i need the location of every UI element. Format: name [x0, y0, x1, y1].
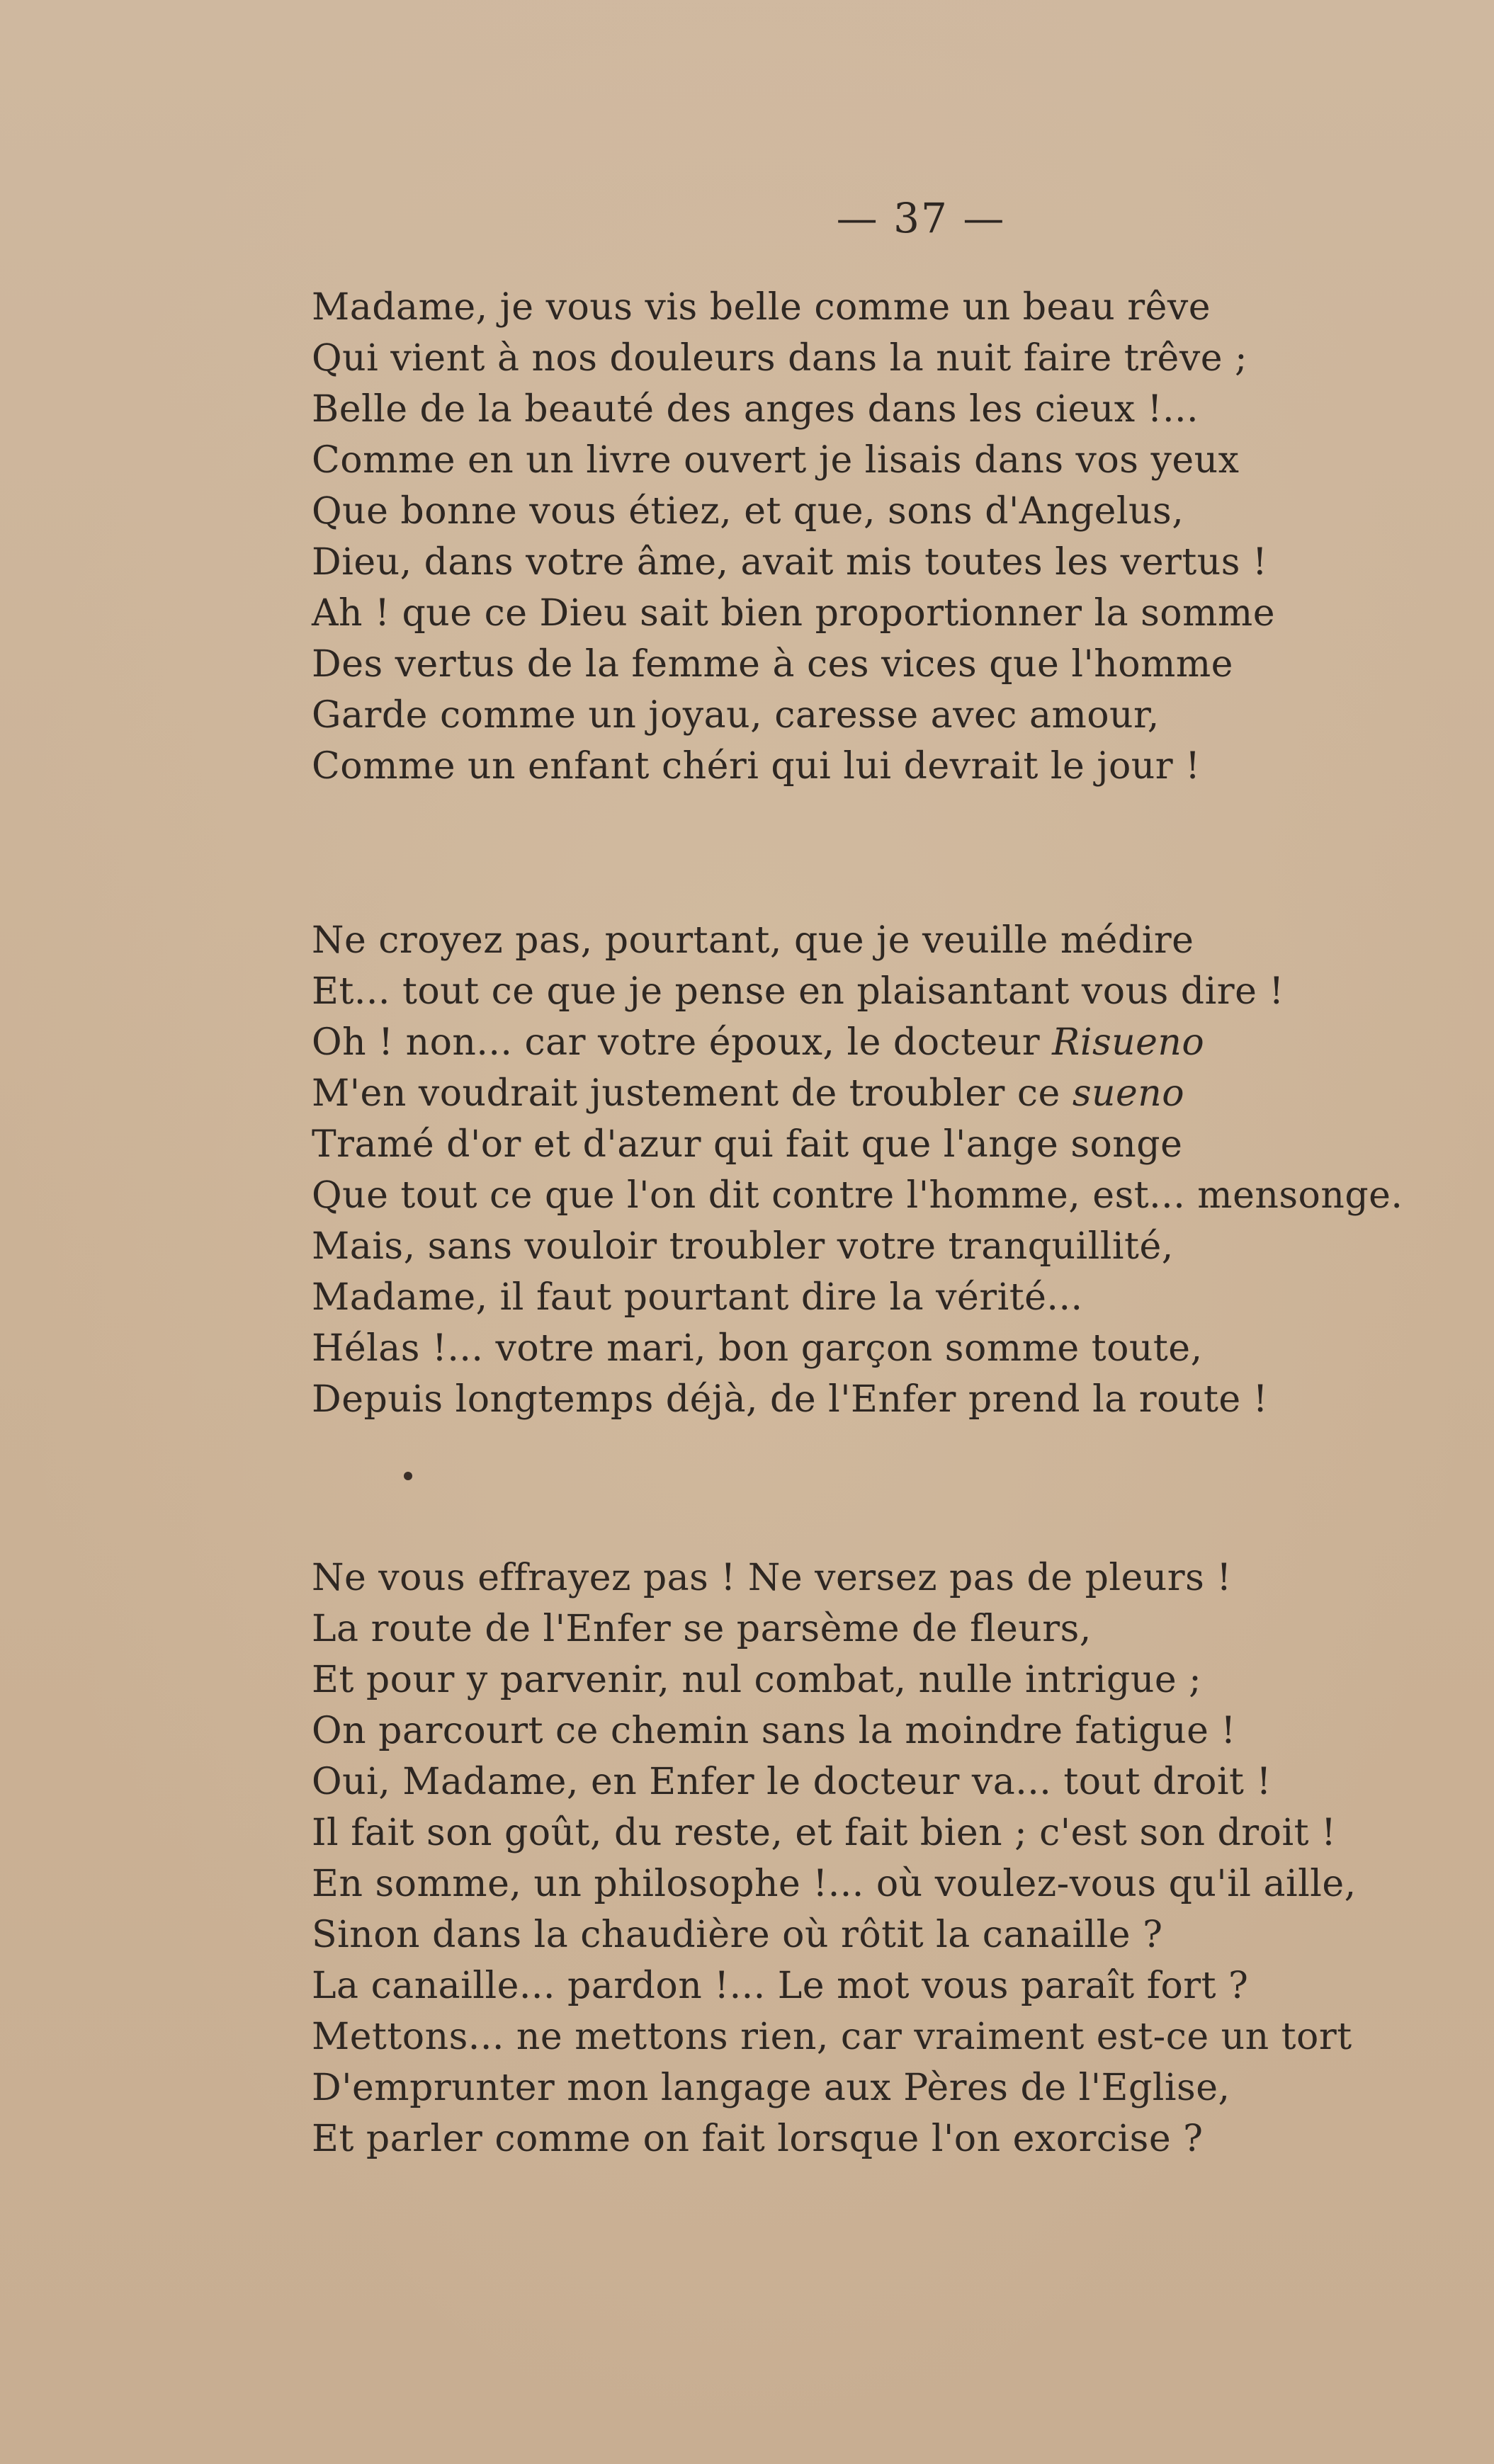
- italic-name-risueno: Risueno: [1052, 1021, 1205, 1064]
- verse-line: Et pour y parvenir, nul combat, nulle intrigue ;: [312, 1659, 1202, 1701]
- verse-line: Que bonne vous étiez, et que, sons d'Angelus,: [312, 490, 1184, 533]
- verse-text: Oh ! non... car votre époux, le docteur: [312, 1021, 1053, 1064]
- verse-text: M'en voudrait justement de troubler ce: [312, 1072, 1073, 1115]
- verse-line: Hélas !... votre mari, bon garçon somme toute,: [312, 1327, 1203, 1370]
- stanza-2: [312, 915, 1488, 1425]
- verse-line: Madame, je vous vis belle comme un beau rêve: [312, 286, 1211, 329]
- verse-line: Tramé d'or et d'azur qui fait que l'ange songe: [312, 1123, 1183, 1166]
- verse-line: Garde comme un joyau, caresse avec amour,: [312, 694, 1160, 737]
- verse-line: Comme en un livre ouvert je lisais dans vos yeux: [312, 439, 1240, 482]
- page-number: — 37 —: [836, 194, 1006, 242]
- verse-line: Ne croyez pas, pourtant, que je veuille médire: [312, 919, 1194, 962]
- verse-line: Mais, sans vouloir troubler votre tranquillité,: [312, 1225, 1174, 1268]
- verse-line: Mettons... ne mettons rien, car vraiment est-ce un tort: [312, 2016, 1352, 2058]
- verse-line: Dieu, dans votre âme, avait mis toutes les vertus !: [312, 541, 1268, 584]
- verse-line: Belle de la beauté des anges dans les cieux !...: [312, 388, 1199, 431]
- verse-line: La canaille... pardon !... Le mot vous paraît fort ?: [312, 1965, 1249, 2007]
- verse-line: Depuis longtemps déjà, de l'Enfer prend la route !: [312, 1378, 1269, 1421]
- verse-line: [312, 1017, 1488, 1068]
- stanza-1: [312, 282, 1488, 792]
- ink-speck: [404, 1472, 412, 1480]
- verse-line: Ah ! que ce Dieu sait bien proportionner la somme: [312, 592, 1275, 635]
- stanza-3: [312, 1552, 1488, 2164]
- verse-line: Et parler comme on fait lorsque l'on exorcise ?: [312, 2118, 1204, 2160]
- verse-line: Sinon dans la chaudière où rôtit la canaille ?: [312, 1914, 1163, 1956]
- verse-line: Comme un enfant chéri qui lui devrait le jour !: [312, 745, 1201, 788]
- italic-word-sueno: sueno: [1072, 1072, 1185, 1115]
- verse-line: Ne vous effrayez pas ! Ne versez pas de pleurs !: [312, 1557, 1232, 1599]
- verse-line: Madame, il faut pourtant dire la vérité...: [312, 1276, 1083, 1319]
- verse-line: [312, 1068, 1488, 1119]
- verse-line: Oui, Madame, en Enfer le docteur va... tout droit !: [312, 1761, 1272, 1803]
- verse-line: En somme, un philosophe !... où voulez-vous qu'il aille,: [312, 1863, 1357, 1905]
- verse-line: La route de l'Enfer se parsème de fleurs,: [312, 1608, 1092, 1650]
- verse-line: Et... tout ce que je pense en plaisantant vous dire !: [312, 970, 1284, 1013]
- verse-line: Des vertus de la femme à ces vices que l'homme: [312, 643, 1233, 686]
- verse-line: Qui vient à nos douleurs dans la nuit faire trêve ;: [312, 337, 1248, 380]
- verse-line: D'emprunter mon langage aux Pères de l'Eglise,: [312, 2067, 1230, 2109]
- verse-line: On parcourt ce chemin sans la moindre fatigue !: [312, 1710, 1236, 1752]
- verse-line: Il fait son goût, du reste, et fait bien ; c'est son droit !: [312, 1812, 1337, 1854]
- verse-line: Que tout ce que l'on dit contre l'homme, est... mensonge.: [312, 1174, 1403, 1217]
